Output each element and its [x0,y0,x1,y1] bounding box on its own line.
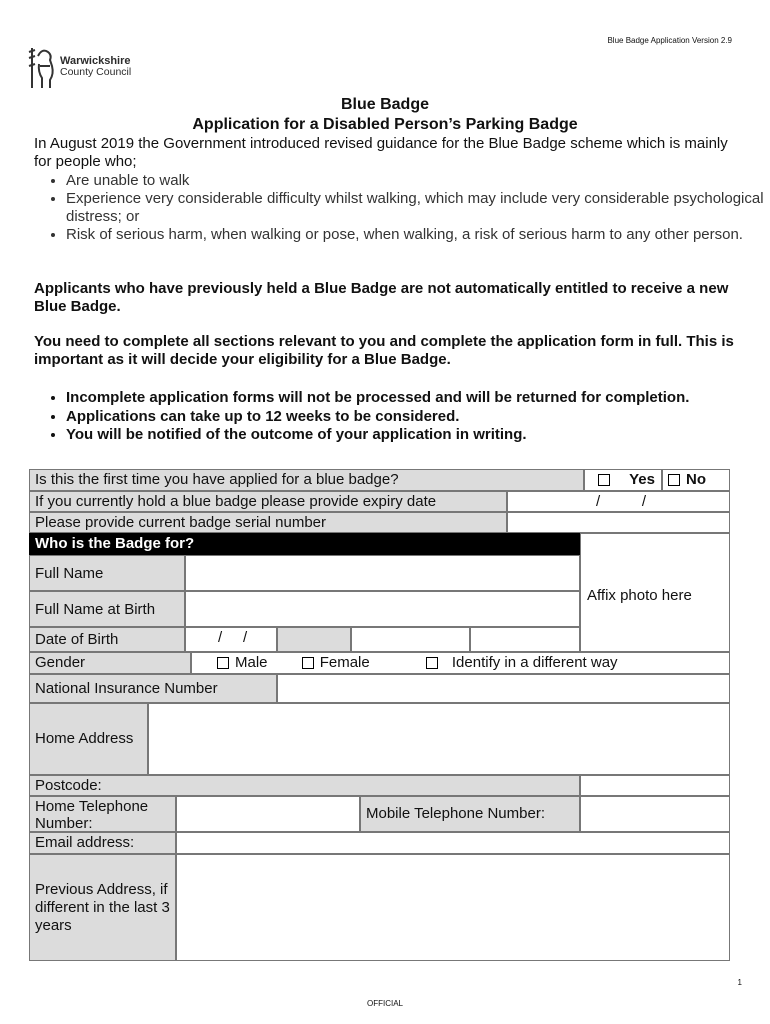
page-number: 1 [737,978,742,987]
no-checkbox[interactable] [668,474,680,486]
section-header: Who is the Badge for? [29,533,580,555]
ni-field[interactable] [277,674,730,703]
full-name-field[interactable] [185,555,580,591]
female-label: Female [319,654,370,671]
ni-label: National Insurance Number [29,674,277,703]
gender-label: Gender [29,652,191,674]
serial-question: Please provide current badge serial number [29,512,507,533]
full-name-birth-label: Full Name at Birth [29,591,185,627]
serial-number-field[interactable] [507,512,730,533]
gender-options [191,652,730,674]
yes-checkbox[interactable] [598,474,610,486]
male-label: Male [235,654,268,671]
bear-and-staff-icon [26,44,56,90]
first-time-question: Is this the first time you have applied for a blue badge? [29,469,584,491]
dob-label: Date of Birth [29,627,185,652]
page-title: Blue Badge [340,96,429,113]
classification-label: OFFICIAL [366,999,403,1008]
male-checkbox[interactable] [217,657,229,669]
list-item: • Are unable to walk [66,172,770,190]
version-label: Blue Badge Application Version 2.9 [607,36,732,45]
notice-list [34,389,770,445]
logo-line1: Warwickshire [60,55,131,67]
home-address-label: Home Address [29,703,148,775]
list-item: • Applications can take up to 12 weeks to be considered. [66,408,770,427]
list-item: • Incomplete application forms will not be processed and will be returned for completion. [66,389,770,408]
logo-line2: County Council [60,66,132,78]
mobile-phone-label: Mobile Telephone Number: [360,796,580,832]
expiry-question: If you currently hold a blue badge please provide expiry date [29,491,507,512]
home-address-field[interactable] [148,703,730,775]
dob-field[interactable]: / / [185,627,277,652]
female-checkbox[interactable] [302,657,314,669]
no-option[interactable]: No [662,469,730,491]
expiry-date-field[interactable]: / / [507,491,730,512]
yes-option[interactable]: Yes [584,469,662,491]
other-gender-label: Identify in a different way [451,654,618,671]
dob-extra-field[interactable] [470,627,580,652]
mobile-phone-field[interactable] [580,796,730,832]
dob-spacer [277,627,351,652]
criteria-list [34,172,770,244]
full-name-label: Full Name [29,555,185,591]
previous-address-field[interactable] [176,854,730,961]
complete-sections-notice: You need to complete all sections relevant to you and complete the application form in full. This is important as it will decide your eligibility for a Blue Badge. [34,333,734,368]
photo-box[interactable]: Affix photo here [580,533,730,652]
dob-extra-field[interactable] [351,627,470,652]
home-phone-field[interactable] [176,796,360,832]
postcode-field[interactable] [580,775,730,796]
intro-text: In August 2019 the Government introduced revised guidance for the Blue Badge scheme which is mainly for people who; [34,135,728,170]
list-item: • You will be notified of the outcome of your application in writing. [66,426,770,445]
email-field[interactable] [176,832,730,854]
postcode-label: Postcode: [29,775,580,796]
previous-address-label: Previous Address, if different in the last 3 years [29,854,176,961]
email-label: Email address: [29,832,176,854]
list-item: • Experience very considerable difficulty whilst walking, which may include very considerable psychological distress; or [66,190,770,226]
home-phone-label: Home Telephone Number: [29,796,176,832]
previous-holders-notice: Applicants who have previously held a Blue Badge are not automatically entitled to receive a new Blue Badge. [34,280,729,315]
council-logo [26,44,131,90]
page-subtitle: Application for a Disabled Person’s Parking Badge [192,116,578,133]
full-name-birth-field[interactable] [185,591,580,627]
other-gender-checkbox[interactable] [426,657,438,669]
list-item: • Risk of serious harm, when walking or pose, when walking, a risk of serious harm to any other person. [66,226,770,244]
